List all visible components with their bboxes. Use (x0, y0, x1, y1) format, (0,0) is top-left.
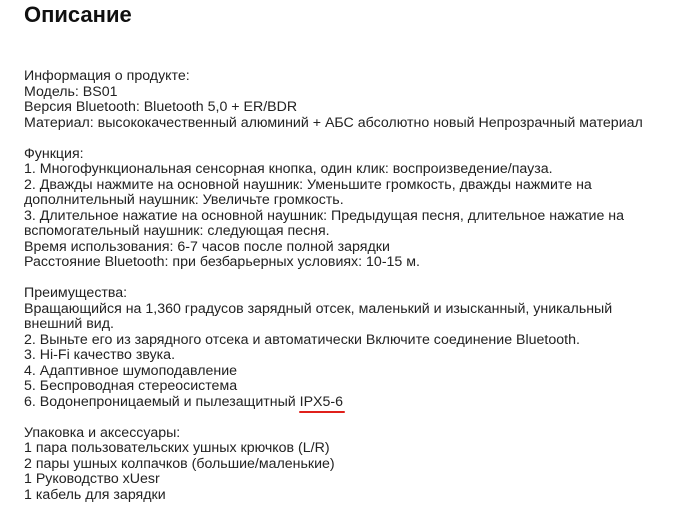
product-info-section (24, 69, 664, 131)
ipx-rating-highlight: IPX5-6 (299, 393, 344, 410)
bluetooth-version-line: Версия Bluetooth: Bluetooth 5,0 + ER/BDR (24, 99, 298, 115)
function-item-2: 2. Дважды нажмите на основной наушник: Уменьшите громкость, дважды нажмите на дополнительный наушник: Увеличьте громкость. (24, 176, 592, 208)
advantage-item-4: 4. Адаптивное шумоподавление (24, 362, 238, 379)
page-title: Описание (24, 2, 132, 27)
function-item-3: 3. Длительное нажатие на основной наушник: Предыдущая песня, длительное нажатие на вспомогательный наушник: следующая песня. (24, 207, 625, 239)
functions-section (24, 147, 664, 271)
package-section (24, 426, 664, 504)
advantage-item-6-text: 6. Водонепроницаемый и пылезащитный (24, 393, 300, 410)
advantage-item-5: 5. Беспроводная стереосистема (24, 378, 238, 394)
package-item-2: 2 пары ушных колпачков (большие/маленькие) (24, 455, 335, 472)
package-item-1: 1 пара пользовательских ушных крючков (L/R) (24, 440, 330, 456)
description-body (24, 69, 664, 519)
advantages-section (24, 286, 664, 410)
functions-heading: Функция: (24, 145, 84, 162)
bluetooth-distance-line: Расстояние Bluetooth: при безбарьерных условиях: 10-15 м. (24, 254, 420, 270)
material-line: Материал: высококачественный алюминий + АБС абсолютно новый Непрозрачный материал (24, 114, 643, 131)
package-heading: Упаковка и аксессуары: (24, 424, 181, 441)
advantage-item-3: 3. Hi-Fi качество звука. (24, 347, 176, 363)
advantage-item-2: 2. Выньте его из зарядного отсека и автоматически Включите соединение Bluetooth. (24, 331, 580, 348)
advantage-item-6 (24, 395, 664, 411)
package-item-4: 1 кабель для зарядки (24, 486, 166, 503)
package-item-3: 1 Руководство xUesr (24, 471, 160, 487)
advantages-heading: Преимущества: (24, 285, 128, 301)
product-info-heading: Информация о продукте: (24, 68, 190, 84)
advantage-item-1: Вращающийся на 1,360 градусов зарядный отсек, маленький и изысканный, уникальный внешний вид. (24, 300, 613, 332)
usage-time-line: Время использования: 6-7 часов после полной зарядки (24, 238, 390, 255)
model-line: Модель: BS01 (24, 83, 118, 100)
function-item-1: 1. Многофункциональная сенсорная кнопка, один клик: воспроизведение/пауза. (24, 161, 553, 177)
